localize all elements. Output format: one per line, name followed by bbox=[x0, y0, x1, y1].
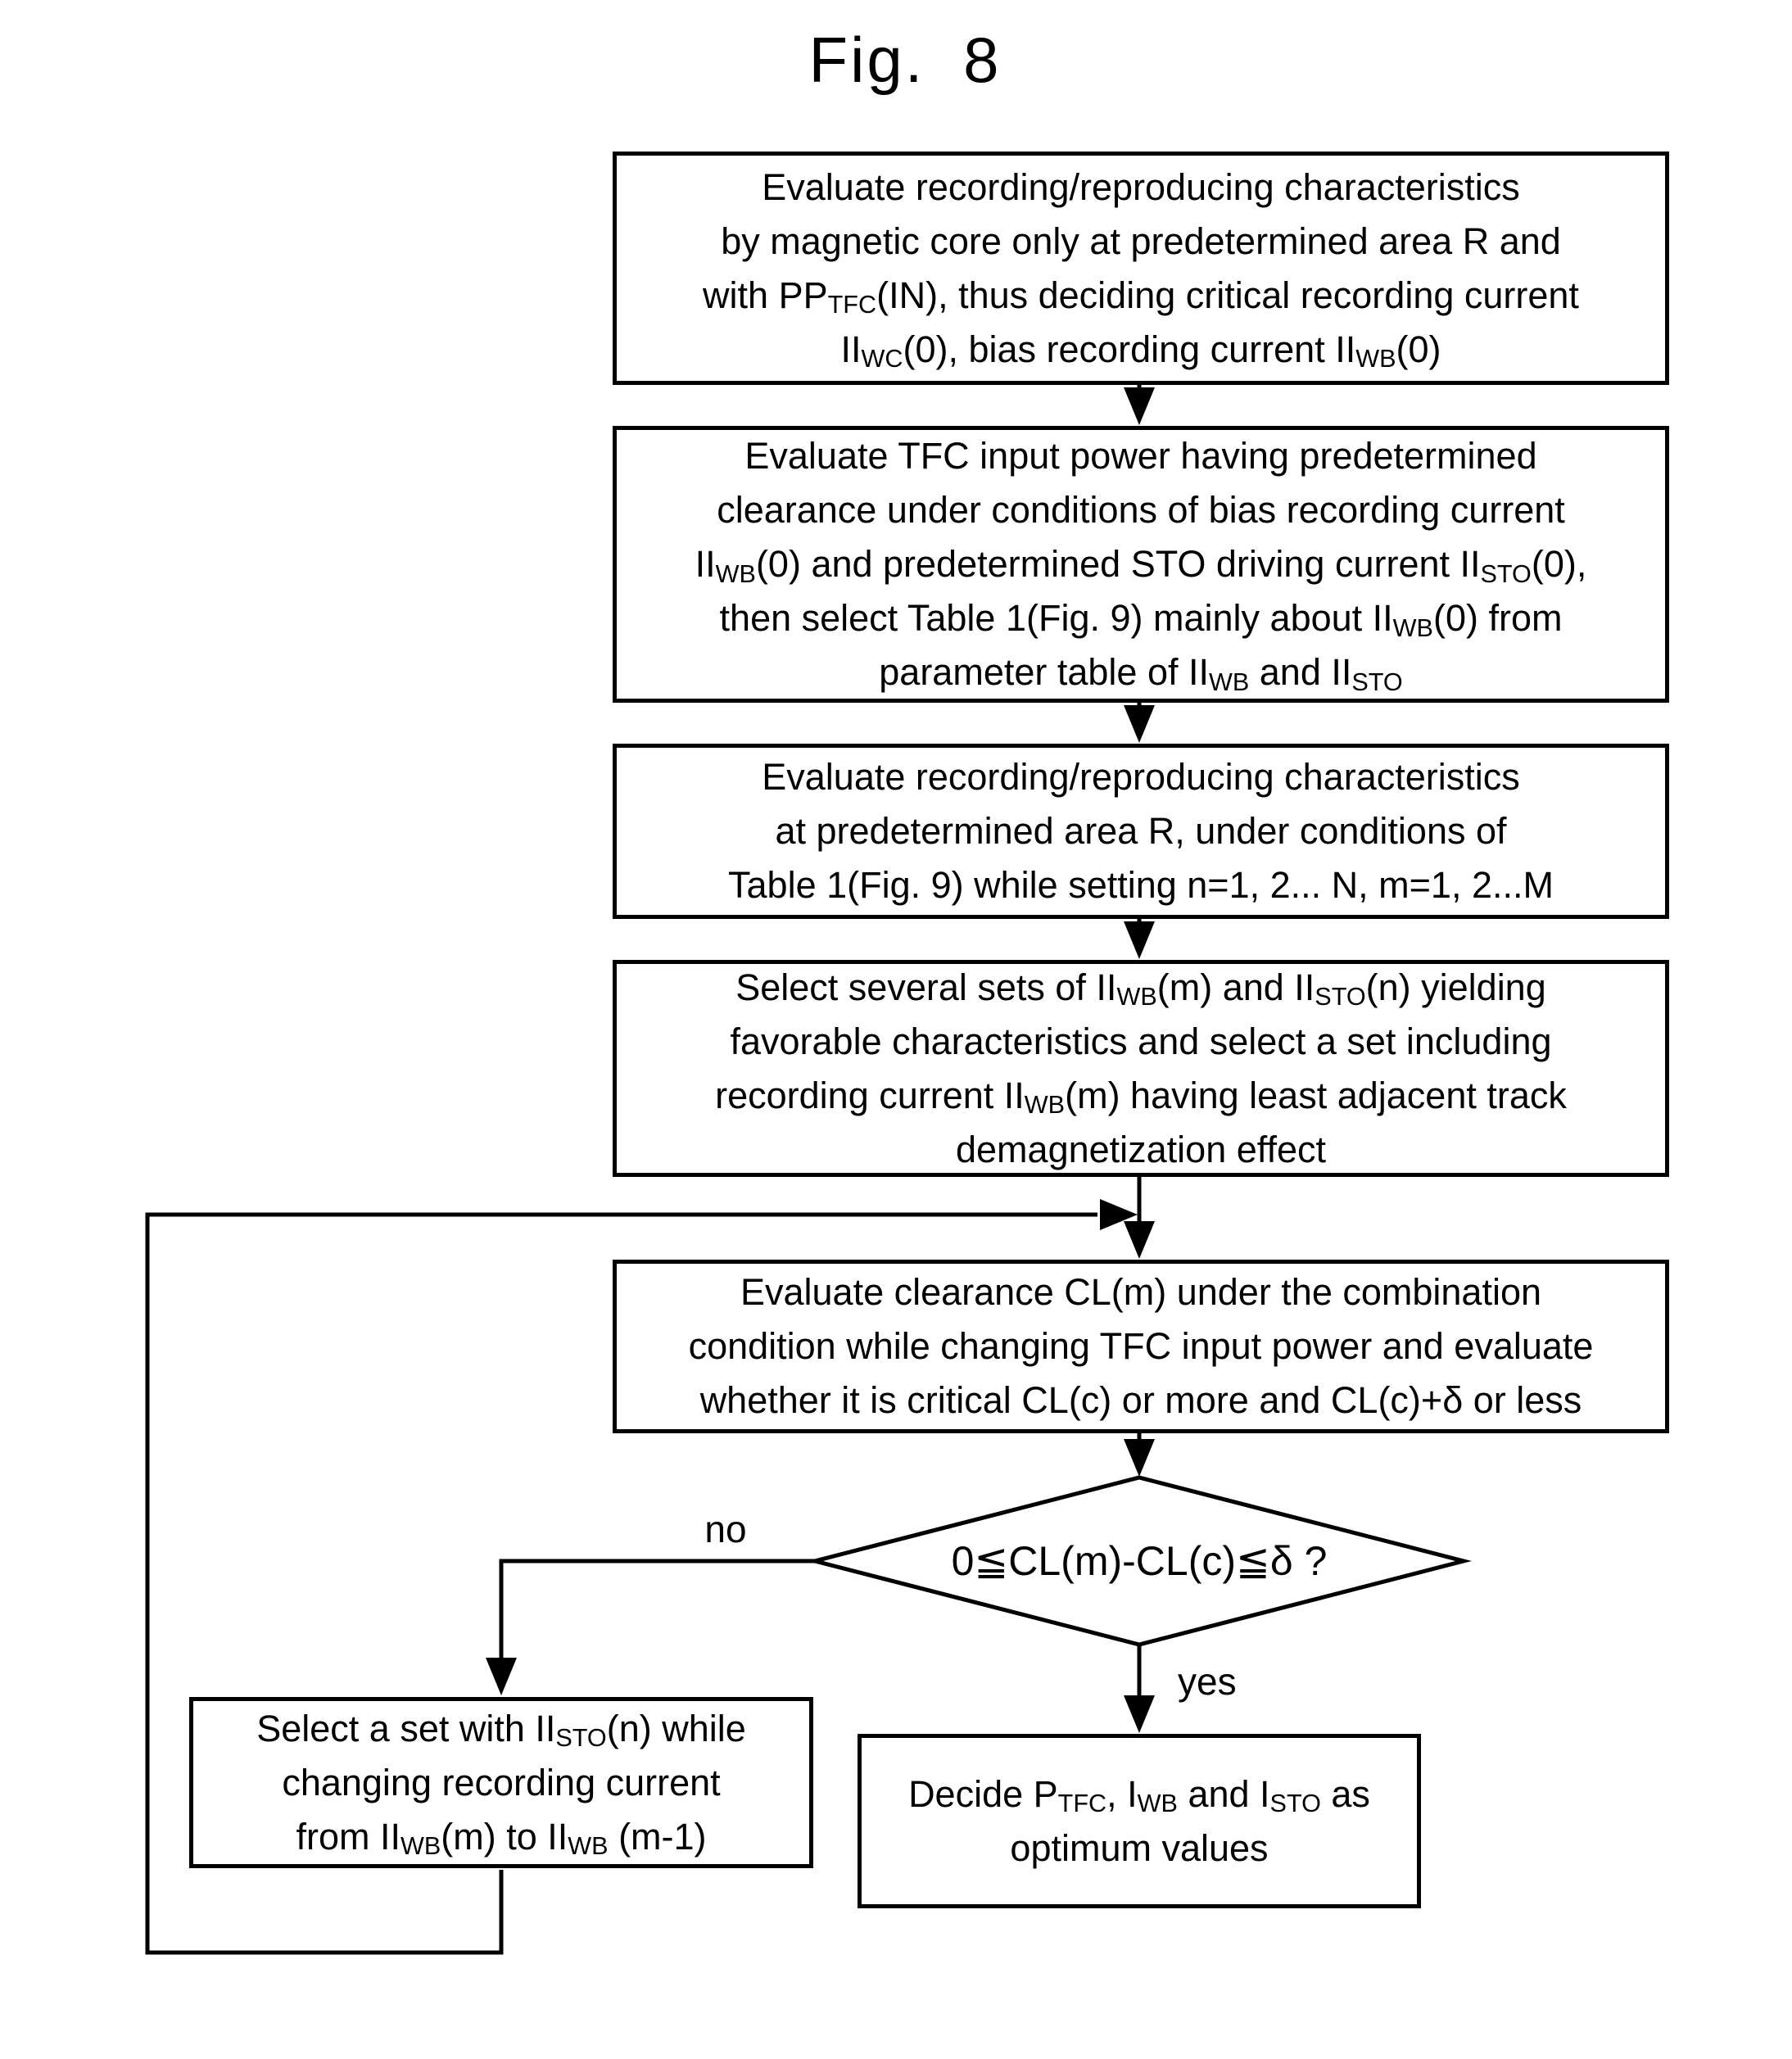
arrow-no-head bbox=[486, 1658, 517, 1695]
text-line: $II_{WC}(0)$, bias recording current $II_{WB}(0)$ bbox=[840, 328, 1441, 373]
process-box-text bbox=[617, 1265, 1665, 1428]
process-box-text bbox=[617, 961, 1665, 1177]
decision-text bbox=[853, 1520, 1426, 1602]
text-line: demagnetization effect bbox=[956, 1128, 1326, 1170]
text-line: clearance under conditions of bias recording current bbox=[717, 489, 1565, 531]
arrow-yes-head bbox=[1124, 1695, 1155, 1733]
arrow-step1-step2-head bbox=[1124, 387, 1155, 425]
text-line: Select several sets of $II_{WB}(m)$ and $II_{STO}(n)$ yielding bbox=[735, 966, 1546, 1011]
text-line: favorable characteristics and select a set including bbox=[730, 1020, 1552, 1062]
arrow-step5-decision-head bbox=[1124, 1439, 1155, 1477]
text-line: by magnetic core only at predetermined area R and bbox=[721, 219, 1561, 262]
text-line: Evaluate clearance CL(m) under the combination bbox=[740, 1271, 1542, 1313]
process-box-evaluate-characteristics-table1 bbox=[613, 744, 1669, 919]
arrow-no-line bbox=[501, 1561, 815, 1661]
process-box-text bbox=[617, 429, 1665, 699]
label-no: no bbox=[704, 1508, 747, 1550]
label-yes: yes bbox=[1178, 1660, 1237, 1703]
process-box-evaluate-clearance bbox=[613, 1260, 1669, 1433]
text-line: Evaluate recording/reproducing characteristics bbox=[762, 756, 1520, 798]
text-line: optimum values bbox=[1010, 1826, 1269, 1869]
text-line: changing recording current bbox=[282, 1761, 721, 1803]
process-box-text bbox=[617, 750, 1665, 912]
arrow-step4-step5-head bbox=[1124, 1221, 1155, 1259]
process-box-select-set-retry bbox=[189, 1697, 813, 1868]
text-line: Evaluate recording/reproducing characteristics bbox=[762, 165, 1520, 208]
process-box-text bbox=[617, 161, 1665, 377]
text-line: recording current $II_{WB}(m)$ having least adjacent track bbox=[715, 1074, 1567, 1120]
text-line: from $II_{WB}(m)$ to $II_{WB}$ (m-1) bbox=[296, 1815, 707, 1861]
process-box-text bbox=[193, 1702, 809, 1864]
arrow-step2-step3-head bbox=[1124, 705, 1155, 743]
arrow-step3-step4-head bbox=[1124, 921, 1155, 959]
text-line: then select Table 1(Fig. 9) mainly about $II_{WB}(0)$ from bbox=[719, 597, 1563, 642]
text-line: whether it is critical CL(c) or more and CL(c)+δ or less bbox=[699, 1379, 1582, 1421]
text-line: 0≦CL(m)-CL(c)≦δ ? bbox=[951, 1538, 1328, 1584]
text-line: Evaluate TFC input power having predetermined bbox=[744, 435, 1537, 477]
text-line: Decide $P_{TFC}$, $I_{WB}$ and $I_{STO}$ as bbox=[908, 1772, 1370, 1818]
figure-title: Fig. 8 bbox=[808, 24, 1002, 96]
process-box-select-sets bbox=[613, 960, 1669, 1177]
text-line: condition while changing TFC input power and evaluate bbox=[688, 1325, 1594, 1367]
process-box-decide-optimum bbox=[858, 1734, 1421, 1908]
process-box-evaluate-tfc-input-power bbox=[613, 426, 1669, 703]
process-box-text bbox=[862, 1767, 1417, 1876]
text-line: Select a set with $II_{STO}(n)$ while bbox=[256, 1707, 746, 1753]
text-line: Table 1(Fig. 9) while setting n=1, 2... N, m=1, 2...M bbox=[728, 864, 1554, 906]
text-line: with $PP_{TFC}(IN)$, thus deciding critical recording current bbox=[703, 274, 1579, 319]
text-line: parameter table of $II_{WB}$ and $II_{STO}$ bbox=[879, 651, 1403, 696]
process-box-evaluate-magnetic-core bbox=[613, 152, 1669, 385]
text-line: $II_{WB}(0)$ and predetermined STO driving current $II_{STO}(0)$, bbox=[695, 543, 1587, 588]
text-line: at predetermined area R, under conditions of bbox=[775, 810, 1507, 852]
